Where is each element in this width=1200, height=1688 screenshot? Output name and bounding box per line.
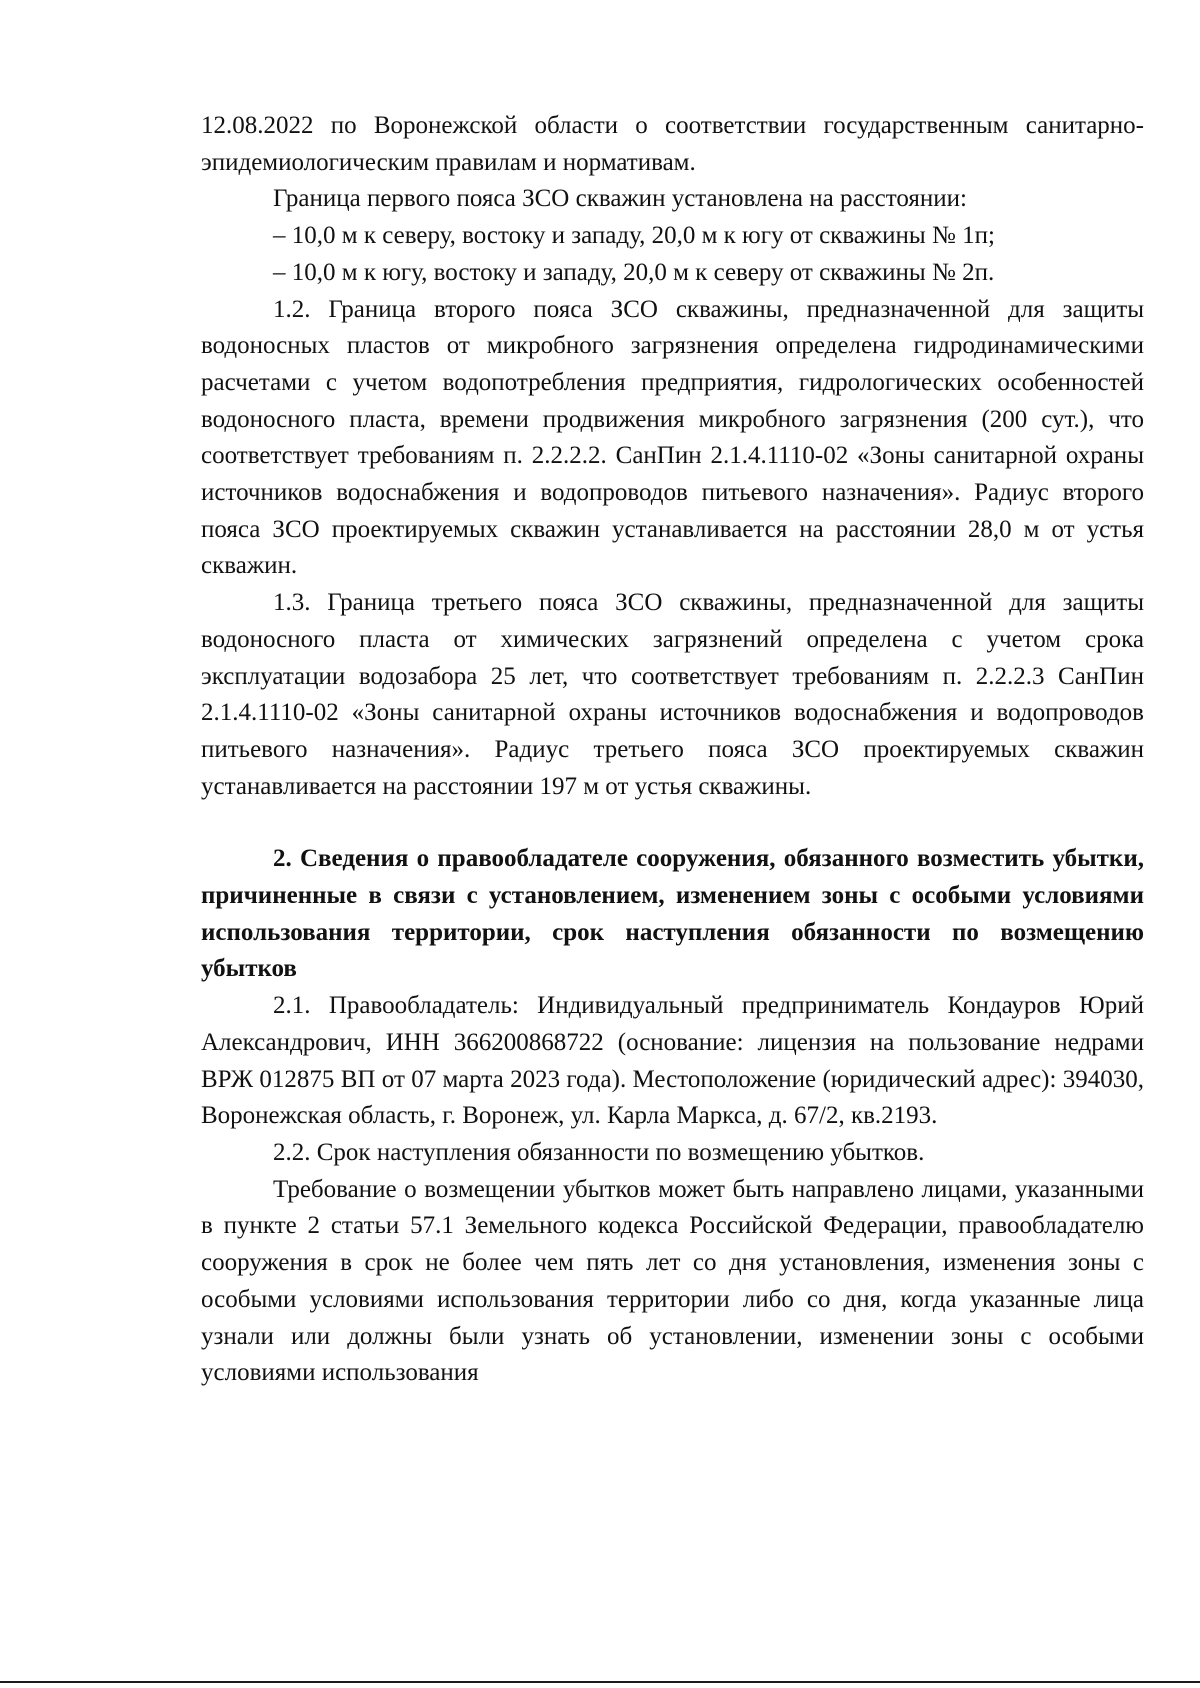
paragraph-conformity: 12.08.2022 по Воронежской области о соответствии государственным санитарно-эпидемиологическим правилам и нормативам.	[201, 112, 1144, 176]
paragraph-first-belt-intro: Граница первого пояса ЗСО скважин установлена на расстоянии:	[273, 185, 967, 213]
paragraph-third-belt: 1.3. Граница третьего пояса ЗСО скважины, предназначенной для защиты водоносного пласта от химических загрязнений определена с учетом срока эксплуатации водозабора 25 лет, что соответствует требованиям п. 2.2.2.3 СанПин 2.1.4.1110-02 «Зоны санитарной охраны источников водоснабжения и водопроводов питьевого назначения». Радиус третьего пояса ЗСО проектируемых скважин устанавливается на расстоянии 197 м от устья скважины.	[201, 589, 1144, 800]
paragraph-compensation-claim: Требование о возмещении убытков может быть направлено лицами, указанными в пункте 2 статьи 57.1 Земельного кодекса Российской Федерации, правообладателю сооружения в срок не более чем пять лет со дня установления, изменения зоны с особыми условиями использования территории либо со дня, когда указанные лица узнали или должны были узнать об установлении, изменении зоны с особыми условиями использования	[201, 1175, 1144, 1387]
list-item-well-1p: – 10,0 м к северу, востоку и западу, 20,0 м к югу от скважины № 1п;	[273, 222, 995, 250]
section-2-heading: 2. Сведения о правообладателе сооружения, обязанного возместить убытки, причиненные в связи с установлением, изменением зоны с особыми условиями использования территории, срок наступления обязанности по возмещению убытков	[201, 845, 1144, 983]
document-page	[201, 108, 1144, 1392]
list-item-well-2p: – 10,0 м к югу, востоку и западу, 20,0 м к северу от скважины № 2п.	[273, 258, 995, 286]
paragraph-second-belt: 1.2. Граница второго пояса ЗСО скважины, предназначенной для защиты водоносных пластов от микробного загрязнения определена гидродинамическими расчетами с учетом водопотребления предприятия, гидрологических особенностей водоносного пласта, времени продвижения микробного загрязнения (200 сут.), что соответствует требованиям п. 2.2.2.2. СанПин 2.1.4.1110-02 «Зоны санитарной охраны источников водоснабжения и водопроводов питьевого назначения». Радиус второго пояса ЗСО проектируемых скважин устанавливается на расстоянии 28,0 м от устья скважин.	[201, 295, 1144, 580]
paragraph-rights-holder: 2.1. Правообладатель: Индивидуальный предприниматель Кондауров Юрий Александрович, ИНН 366200868722 (основание: лицензия на пользование недрами ВРЖ 012875 ВП от 07 марта 2023 года). Местоположение (юридический адрес): 394030, Воронежская область, г. Воронеж, ул. Карла Маркса, д. 67/2, кв.2193.	[201, 992, 1144, 1130]
page-bottom-rule	[0, 1681, 1200, 1683]
paragraph-obligation-term: 2.2. Срок наступления обязанности по возмещению убытков.	[273, 1138, 925, 1166]
